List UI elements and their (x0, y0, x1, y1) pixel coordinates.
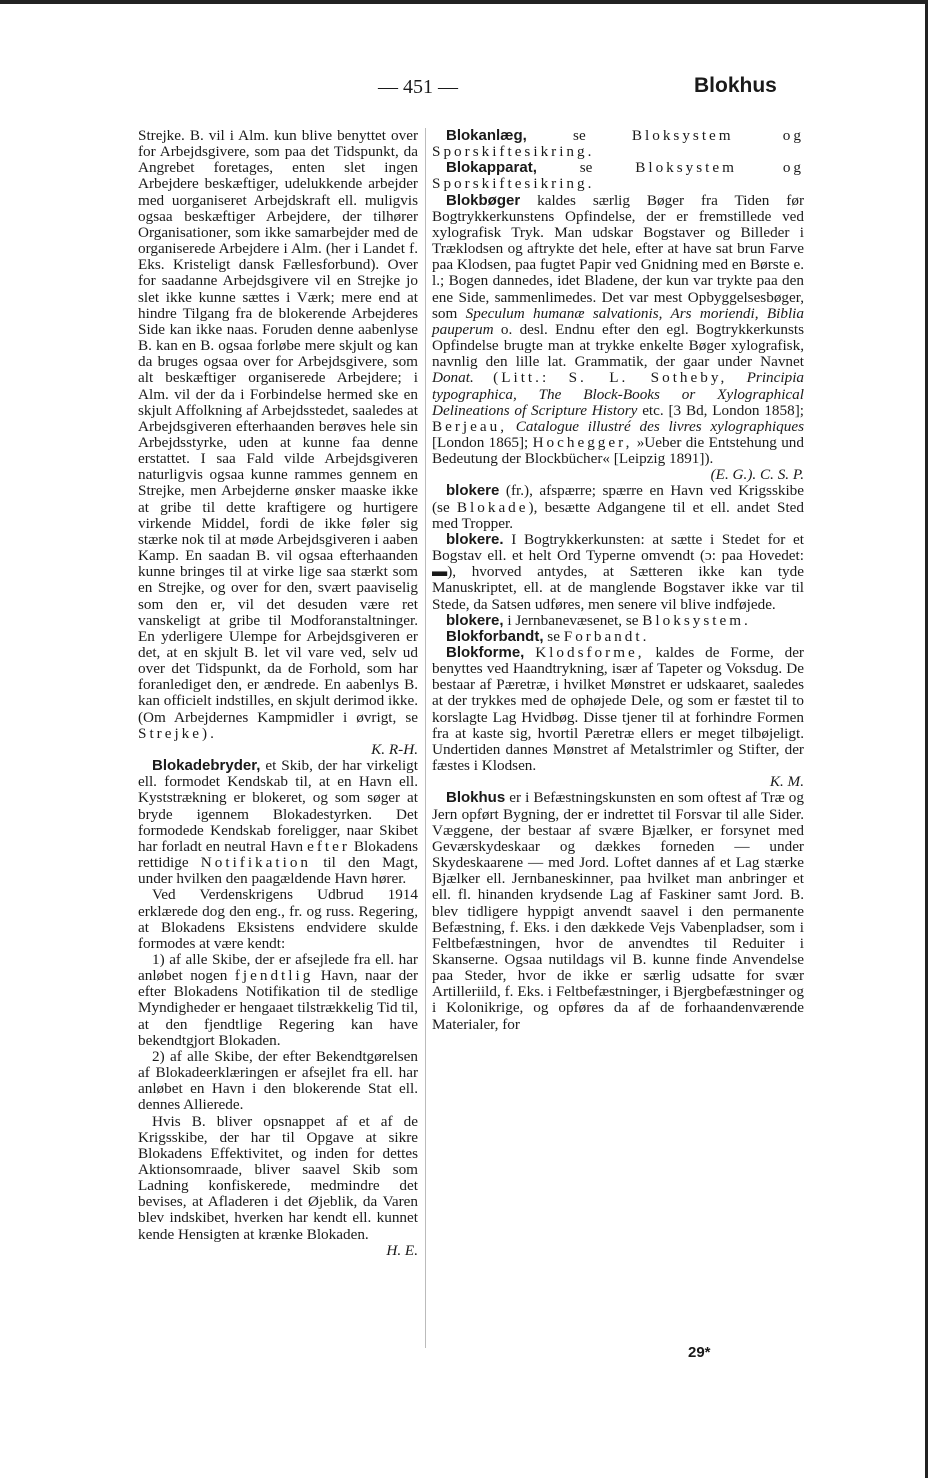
headword: Blokhus (446, 789, 506, 807)
author-signature: K. R-H. (371, 740, 418, 758)
entry-blokapparat: Blokapparat, se Bloksystem og Sporskiftesikring. (432, 159, 805, 193)
page-border-top (0, 0, 928, 4)
sheet-signature: 29* (688, 1344, 711, 1361)
headword: Blokforbandt, (446, 627, 544, 645)
paragraph: 1) af alle Skibe, der er afsejlede fra ell. har anløbet nogen fjendtlig Havn, naar der efter Blokadens Notifikation til de stedlige Myndigheder er hengaaet tilstrækkelig Tid til, at den fjendtlige Regering kan have bekendtgjort Blokaden. (138, 950, 419, 1049)
entry-blokhus: Blokhus er i Befæstningskunsten en som oftest af Træ og Jern opført Bygning, der er indrettet til Forsvar til alle Sider. Væggene, der bestaar af svære Bjælker, er forsynet med Geværskydeskaar og dækkes forneden — under Skydeskaarene — med Jord. Loftet dannes af et Lag stærke Bjælker ell. Jernbaneskinner, paa hvilket man anbringer et ell. fl. hinanden krydsende Lag af Faskiner samt Jord. B. blev tidligere hyppigt anvendt saavel i den permanente Befæstning, f. Eks. i den dækkede Vejs Vabenpladser, som i Feltbefæstningen, hvor de anvendtes til Reduiter i Skanserne. Ogsaa nutildags vil B. kunne finde Anvendelse paa Steder, hvor de ikke er særlig udsatte for svær Artilleriild, f. Eks. i Feltbefæstninger, i Bjergbefæstninger og i Kolonikrige, og opføres da af de forhaandenværende Materialer, for (432, 789, 804, 1033)
entry-blokere-1: blokere (fr.), afspærre; spærre en Havn ved Krigsskibe (se Blokade), besætte Adgangene til et ell. andet Sted med Tropper. (432, 482, 805, 532)
headword: Blokapparat, (446, 159, 537, 177)
entry-blokanlaeg: Blokanlæg, se Bloksystem og Sporskiftesikring. (432, 127, 804, 161)
entry-blokadebryder: Blokadebryder, et Skib, der har virkeligt ell. formodet Kendskab til, at en Havn ell. Kyststrækning er blokeret, og som søger at bryde igennem Blokadestyrken. Det formodede Kendskab foreligger, naar Skibet har forladt en neutral Havn efter Blokadens rettidige Notifikation til den Magt, under hvilken den paagældende Havn hører. (138, 757, 419, 888)
author-signature: H. E. (386, 1241, 418, 1259)
running-head: Blokhus (694, 74, 777, 97)
entry-blokforme: Blokforme, Klodsforme, kaldes de Forme, der benyttes ved Haandtrykning, især af Tapeter og Voksdug. De bestaar af Pæretræ, i hvilket Mønstret er udskaaret, saaledes at der trykkes med de ophøjede Dele, og som er fæstet til to korslagte Lag Hvidbøg. Disse tjener til at forhindre Formen fra at kaste sig, hvortil Pæretræ ellers er meget tilbøjeligt. Undertiden dannes Mønstret af Metalstrimler og Stifter, der fæstes i Klodsen. K. M. (432, 644, 804, 791)
entry-blokere-3: blokere, i Jernbanevæsenet, se Bloksystem. (446, 611, 751, 629)
paragraph: Ved Verdenskrigens Udbrud 1914 erklærede dog den eng., fr. og russ. Regering, at Blokadens Eksistens endvidere skulde formodes at være kendt: (138, 886, 418, 952)
headword: blokere, (446, 611, 504, 629)
paragraph: 2) af alle Skibe, der efter Bekendtgørelsen af Blokadeerklæringen er afsejlet fra ell. har anløbet en Havn i den blokerende Stat ell. dennes Allierede. (138, 1047, 418, 1114)
column-rule (425, 128, 426, 1348)
entry-blokere-2: blokere. I Bogtrykkerkunsten: at sætte i Stedet for et Bogstav ell. et helt Ord Typerne omvendt (ɔ: paa Hovedet: ▬), hvorved antydes, at Sætteren ikke kan tyde Manuskriptet, ell. at de manglende Bogstaver ikke var til Stede, da Satsen udføres, men senere vil blive indføjede. (432, 530, 804, 613)
entry-blokboeger: Blokbøger kaldes særlig Bøger fra Tiden før Bogtrykkerkunstens Opfindelse, der er fremstillede ved xylografisk Tryk. Man udskar Bogstaver og Billeder i Træklodsen og aftrykte det hele, efter at have sat brun Farve paa Klodsen, paa fugtet Papir ved Gnidning med en Børste e. l.; Bogen dannedes, idet Bladene, der kun var trykte paa den ene Side, sammenlimedes. Det var mest Opbyggelsesbøger, som Speculum humanæ salvationis, Ars moriendi, Biblia pauperum o. desl. Endnu efter den egl. Bogtrykkerkunsts Opfindelse brugte man at trykke enkelte Bøger xylografisk, navnlig den lille lat. Grammatik, der gaar under Navnet Donat. (Litt.: S. L. Sotheby, Principia typographica, The Block-Books or Xylographical Delineations of Scripture History etc. [3 Bd, London 1858]; Berjeau, Catalogue illustré des livres xylographiques [London 1865]; Hochegger, »Ueber die Entstehung und Bedeutung der Blockbücher« [Leipzig 1891]). (E. G.). C. S. P. (432, 191, 805, 484)
headword: Blokforme, (446, 644, 525, 661)
page-header (0, 74, 928, 104)
author-signature: (E. G.). C. S. P. (710, 466, 804, 484)
page-number: — 451 — (378, 76, 458, 98)
left-column (138, 128, 418, 1259)
headword: Blokanlæg, (446, 127, 527, 144)
right-column (432, 128, 804, 1033)
entry-blokforbandt: Blokforbandt, se Forbandt. (446, 627, 650, 645)
paragraph: Strejke. B. vil i Alm. kun blive benyttet over for Arbejdsgivere, som paa det Tidspunkt, da Angrebet foretages, enten slet ingen Arbejdere beskæftiger, udelukkende arbejder med uorganiseret Arbejdskraft ell. muligvis ogsaa beskæftiger Arbejdere, der tilhører Organisationer, som ikke samarbejder med de organiserede Arbejdere i Alm. (her i Landet f. Eks. Kristeligt dansk Fællesforbund). Over for saadanne Arbejdsgivere vil en Strejke jo slet ikke kunne sættes i Værk; mere end at hindre Tilgang fra de blokerende Arbejderes Side kan ikke naas. Foruden denne aabenlyse B. kan en B. ogsaa forløbe mere skjult og kan da bruges ogsaa over for Arbejdsgivere, som alt beskæftiger organiserede Arbejdere; i Alm. vil der da i Forbindelse hermed ske en skjult Affolkning af Arbejdsstedet, saaledes at Arbejdsgiveren efterhaanden berøves hele sin Arbejdsstyrke, uden at kunne faa denne erstattet. I saa Fald vilde Arbejdsgiveren naturligvis ogsaa kunne rammes gennem en Strejke, men Arbejderne ønsker maaske ikke at gribe til dette kraftigere og hurtigere virkende Middel, fordi de ikke føler sig stærke nok til at møde Arbejdsgiveren i aaben Kamp. En saadan B. vil ogsaa efterhaanden kunne bringes til at virke lige saa stærkt som en Strejke, og over for den, svært paaviselig som den er, vil det desuden være ret vanskeligt at gribe til Modforanstaltninger. En yderligere Ulempe for Arbejdsgiveren er det, at en skjult B. let vil vare ved, selv ud over det Tidspunkt, da de Forhold, som har foranlediget den, er ændrede. En aabenlys B. kan officielt indstilles, en skjult derimod ikke. (Om Arbejdernes Kampmidler i øvrigt, se Strejke). K. R-H. (138, 127, 418, 758)
author-signature: K. M. (769, 773, 804, 791)
headword: Blokbøger (446, 191, 521, 209)
headword: blokere. (446, 530, 504, 548)
headword: Blokadebryder, (152, 757, 261, 775)
headword: blokere (446, 482, 500, 500)
paragraph: Hvis B. bliver opsnappet af et af de Krigsskibe, der har til Opgave at sikre Blokadens Effektivitet, og inden for dettes Aktionsomraade, bliver saavel Skib som Ladning konfiskerede, medmindre det bevises, at Afladeren i det Øjeblik, da Varen blev indskibet, hverken har kendt ell. kunnet kende Hensigten at krænke Blokaden. H. E. (138, 1112, 418, 1259)
